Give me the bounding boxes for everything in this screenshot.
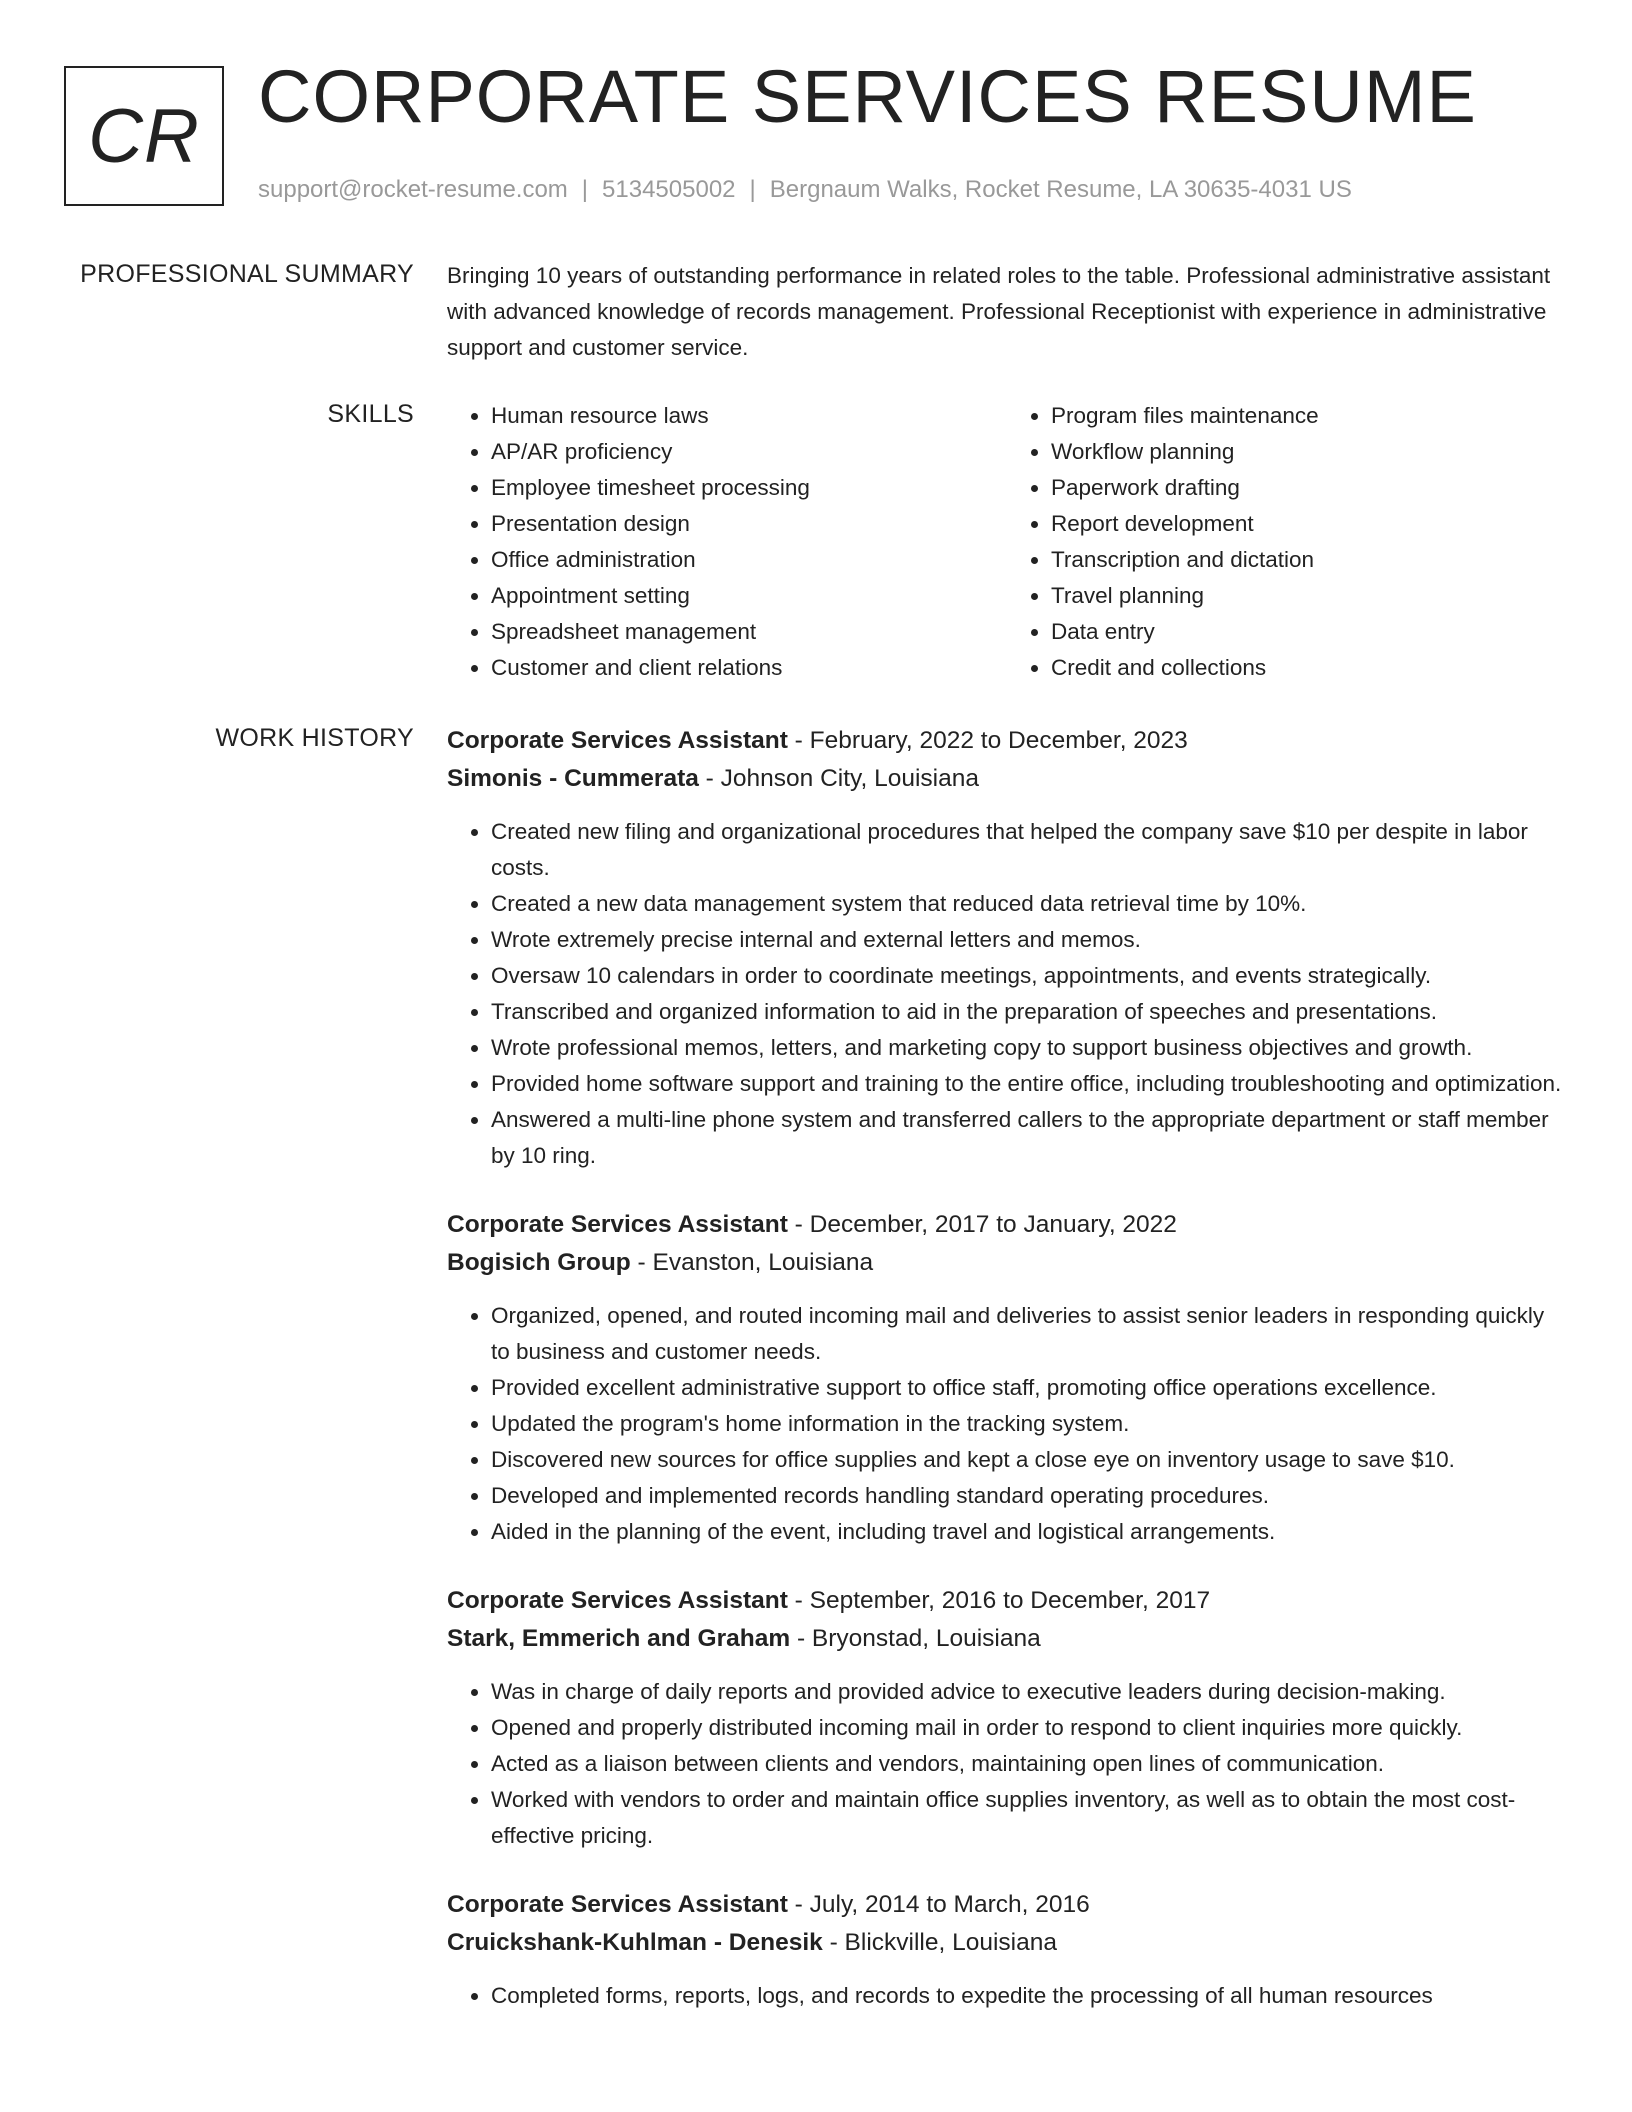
job-bullet: • Organized, opened, and routed incoming mail and deliveries to assist senior leaders in responding quickly to business and customer needs.	[491, 1298, 1567, 1370]
job-bullet: • Created a new data management system that reduced data retrieval time by 10%.	[491, 886, 1567, 922]
skills-body	[447, 398, 1567, 686]
job-bullet: • Aided in the planning of the event, including travel and logistical arrangements.	[491, 1514, 1567, 1550]
skill-item: • Customer and client relations	[491, 650, 1007, 686]
contact-address: Bergnaum Walks, Rocket Resume, LA 30635-4031 US	[769, 176, 1352, 203]
skill-item: • Human resource laws	[491, 398, 1007, 434]
job-entry	[447, 1206, 1567, 1550]
contact-phone: 5134505002	[602, 176, 736, 203]
job-dates: - December, 2017 to January, 2022	[787, 1211, 1177, 1238]
job-dates: - September, 2016 to December, 2017	[787, 1587, 1211, 1614]
job-bullet: • Acted as a liaison between clients and vendors, maintaining open lines of communication.	[491, 1746, 1567, 1782]
contact-separator: |	[749, 176, 756, 203]
job-bullets	[447, 814, 1567, 1174]
job-entry	[447, 1582, 1567, 1854]
skill-item: • Spreadsheet management	[491, 614, 1007, 650]
job-bullet: • Provided excellent administrative support to office staff, promoting office operations excellence.	[491, 1370, 1567, 1406]
job-title-line	[447, 1206, 1567, 1244]
job-dates: - February, 2022 to December, 2023	[787, 727, 1188, 754]
job-bullet: • Completed forms, reports, logs, and records to expedite the processing of all human resources	[491, 1978, 1567, 2014]
contact-line	[258, 176, 1352, 204]
job-title: Corporate Services Assistant	[447, 1891, 788, 1918]
job-bullet: • Wrote professional memos, letters, and marketing copy to support business objectives and growth.	[491, 1030, 1567, 1066]
job-title: Corporate Services Assistant	[447, 1211, 788, 1238]
skill-item: • AP/AR proficiency	[491, 434, 1007, 470]
skill-item: • Office administration	[491, 542, 1007, 578]
job-title-line	[447, 1582, 1567, 1620]
job-title-line	[447, 1886, 1567, 1924]
job-entry	[447, 722, 1567, 1174]
job-company-line	[447, 1244, 1567, 1282]
job-bullet: • Created new filing and organizational procedures that helped the company save $10 per despite in labor costs.	[491, 814, 1567, 886]
job-bullet: • Developed and implemented records handling standard operating procedures.	[491, 1478, 1567, 1514]
contact-separator: |	[581, 176, 589, 203]
monogram-box	[64, 66, 224, 206]
monogram-initials: CR	[88, 93, 200, 179]
job-company: Bogisich Group	[447, 1249, 631, 1276]
job-bullet: • Worked with vendors to order and maintain office supplies inventory, as well as to obtain the most cost-effective pricing.	[491, 1782, 1567, 1854]
contact-email: support@rocket-resume.com	[258, 176, 568, 203]
job-location: - Johnson City, Louisiana	[698, 765, 979, 792]
skill-item: • Appointment setting	[491, 578, 1007, 614]
job-title-line	[447, 722, 1567, 760]
job-bullet: • Oversaw 10 calendars in order to coordinate meetings, appointments, and events strategically.	[491, 958, 1567, 994]
job-entry	[447, 1886, 1567, 2014]
job-location: - Blickville, Louisiana	[822, 1929, 1057, 1956]
skill-item: • Transcription and dictation	[1051, 542, 1567, 578]
work-history-body	[447, 722, 1567, 2046]
skill-item: • Travel planning	[1051, 578, 1567, 614]
job-bullets	[447, 1674, 1567, 1854]
section-label-work-history: WORK HISTORY	[215, 724, 414, 752]
job-company: Simonis - Cummerata	[447, 765, 699, 792]
job-company-line	[447, 760, 1567, 798]
skill-item: • Credit and collections	[1051, 650, 1567, 686]
skills-list-left	[447, 398, 1007, 686]
job-bullet: • Opened and properly distributed incoming mail in order to respond to client inquiries more quickly.	[491, 1710, 1567, 1746]
job-bullet: • Answered a multi-line phone system and transferred callers to the appropriate department or staff member by 10 ring.	[491, 1102, 1567, 1174]
skills-list-right	[1007, 398, 1567, 686]
skill-item: • Workflow planning	[1051, 434, 1567, 470]
job-title: Corporate Services Assistant	[447, 727, 788, 754]
job-location: - Bryonstad, Louisiana	[790, 1625, 1041, 1652]
job-company: Cruickshank-Kuhlman - Denesik	[447, 1929, 823, 1956]
skill-item: • Data entry	[1051, 614, 1567, 650]
job-location: - Evanston, Louisiana	[630, 1249, 874, 1276]
skill-item: • Employee timesheet processing	[491, 470, 1007, 506]
summary-text: Bringing 10 years of outstanding performance in related roles to the table. Professional administrative assistant with advanced knowledge of records management. Professional Receptionist with experience in administrative support and customer service.	[447, 263, 1551, 360]
job-bullets	[447, 1978, 1567, 2014]
job-bullet: • Updated the program's home information in the tracking system.	[491, 1406, 1567, 1442]
job-company: Stark, Emmerich and Graham	[447, 1625, 791, 1652]
job-bullet: • Transcribed and organized information to aid in the preparation of speeches and presentations.	[491, 994, 1567, 1030]
section-label-summary: PROFESSIONAL SUMMARY	[80, 260, 414, 288]
job-company-line	[447, 1620, 1567, 1658]
skill-item: • Presentation design	[491, 506, 1007, 542]
resume-title: CORPORATE SERVICES RESUME	[258, 55, 1477, 138]
job-bullet: • Discovered new sources for office supplies and kept a close eye on inventory usage to save $10.	[491, 1442, 1567, 1478]
job-dates: - July, 2014 to March, 2016	[787, 1891, 1090, 1918]
section-label-skills: SKILLS	[327, 400, 414, 428]
job-bullet: • Provided home software support and training to the entire office, including troubleshooting and optimization.	[491, 1066, 1567, 1102]
job-bullets	[447, 1298, 1567, 1550]
skill-item: • Report development	[1051, 506, 1567, 542]
skills-columns	[447, 398, 1567, 686]
job-title: Corporate Services Assistant	[447, 1587, 788, 1614]
job-company-line	[447, 1924, 1567, 1962]
job-bullet: • Wrote extremely precise internal and external letters and memos.	[491, 922, 1567, 958]
skill-item: • Paperwork drafting	[1051, 470, 1567, 506]
job-bullet: • Was in charge of daily reports and provided advice to executive leaders during decision-making.	[491, 1674, 1567, 1710]
skill-item: • Program files maintenance	[1051, 398, 1567, 434]
